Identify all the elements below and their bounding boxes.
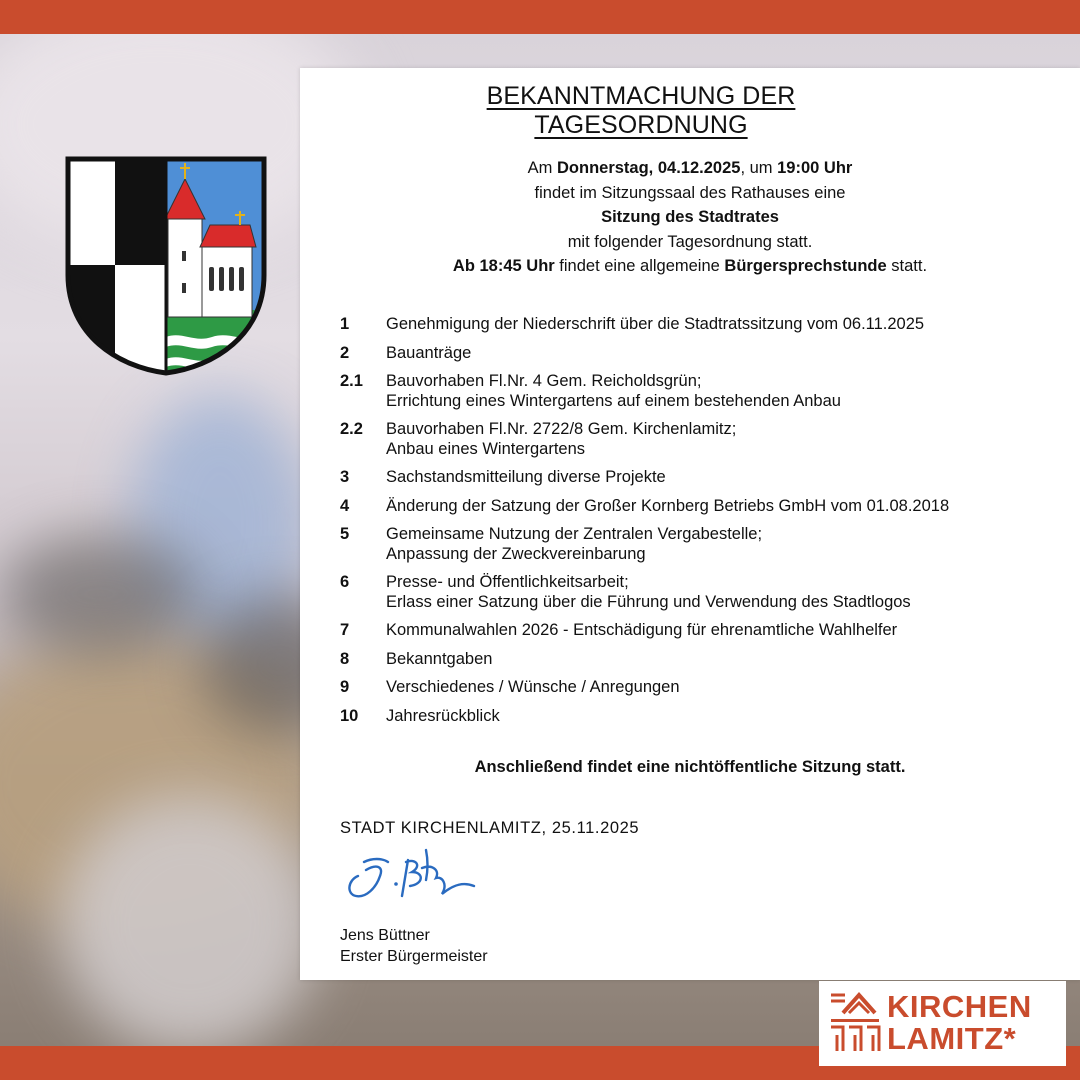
signer-block [340,925,488,967]
top-accent-band [0,0,1080,34]
agenda-text: Errichtung eines Wintergartens auf einem bestehenden Anbau [386,391,841,410]
meeting-time: 19:00 Uhr [777,159,853,177]
agenda-item [340,650,1040,670]
consultation-text: findet eine allgemeine [554,257,725,275]
agenda-text: Änderung der Satzung der Großer Kornberg Betriebs GmbH vom 01.08.2018 [386,496,950,515]
intro-agenda-line: mit folgender Tagesordnung statt. [567,232,813,251]
signature-icon [336,840,486,930]
intro-location: findet im Sitzungssaal des Rathauses eine [534,183,846,202]
agenda-number: 3 [340,468,350,486]
meeting-date: Donnerstag, 04.12.2025 [557,159,741,177]
agenda-number: 6 [340,573,350,591]
agenda-item [340,468,1040,488]
agenda-item [340,621,1040,641]
agenda-item [340,420,1040,459]
agenda-number: 10 [340,706,359,725]
agenda-item [340,573,1040,612]
session-name: Sitzung des Stadtrates [601,208,779,226]
agenda-number: 8 [340,649,350,668]
announcement-document [300,68,1080,980]
agenda-item [340,315,1040,335]
agenda-item [340,678,1040,698]
consultation-time: Ab 18:45 Uhr [452,257,555,275]
intro-am: Am [527,159,557,177]
coat-of-arms-icon [64,155,268,377]
agenda-number: 4 [340,496,350,515]
agenda-text: Bauvorhaben Fl.Nr. 2722/8 Gem. Kirchenlamitz; [386,420,737,438]
agenda-text: Genehmigung der Niederschrift über die Stadtratssitzung vom 06.11.2025 [386,315,925,333]
agenda-item [340,344,1040,364]
agenda-text: Kommunalwahlen 2026 - Entschädigung für ehrenamtliche Wahlhelfer [386,621,898,639]
consultation-end: statt. [886,257,928,275]
agenda-text: Verschiedenes / Wünsche / Anregungen [386,678,680,696]
agenda-item [340,525,1040,564]
city-logo [819,981,1066,1066]
agenda-text: Erlass einer Satzung über die Führung und Verwendung des Stadtlogos [386,592,911,611]
agenda-item [340,707,1040,727]
document-title: BEKANNTMACHUNG DER TAGESORDNUNG [486,82,796,139]
agenda-text: Presse- und Öffentlichkeitsarbeit; [386,573,629,591]
city-logo-line1: KIRCHEN [887,989,1032,1024]
agenda-text: Bauanträge [386,343,472,362]
agenda-text: Sachstandsmitteilung diverse Projekte [386,468,666,486]
agenda-text: Anbau eines Wintergartens [386,439,586,458]
agenda-text: Bauvorhaben Fl.Nr. 4 Gem. Reicholdsgrün; [386,372,702,390]
agenda-number: 2 [340,343,350,362]
agenda-text: Jahresrückblick [386,706,500,725]
agenda-number: 2.1 [340,372,363,390]
agenda-text: Anpassung der Zweckvereinbarung [386,544,646,563]
agenda-number: 9 [340,678,350,696]
meeting-intro [382,156,998,279]
city-logo-line2: LAMITZ* [887,1021,1017,1056]
consultation-name: Bürgersprechstunde [724,257,887,275]
signer-name: Jens Büttner [340,927,430,944]
closing-note: Anschließend findet eine nichtöffentliche Sitzung statt. [474,758,906,776]
agenda-text: Bekanntgaben [386,649,493,668]
agenda-number: 2.2 [340,420,363,438]
agenda-item [340,497,1040,517]
intro-um: , um [740,159,778,177]
agenda-list [340,315,1040,735]
agenda-item [340,372,1040,411]
agenda-number: 1 [340,315,350,333]
place-and-date: STADT KIRCHENLAMITZ, 25.11.2025 [340,819,640,837]
signer-title: Erster Bürgermeister [340,948,488,965]
agenda-text: Gemeinsame Nutzung der Zentralen Vergabestelle; [386,525,763,543]
agenda-number: 7 [340,621,350,639]
agenda-number: 5 [340,525,350,543]
city-logo-mark-icon [829,991,883,1055]
